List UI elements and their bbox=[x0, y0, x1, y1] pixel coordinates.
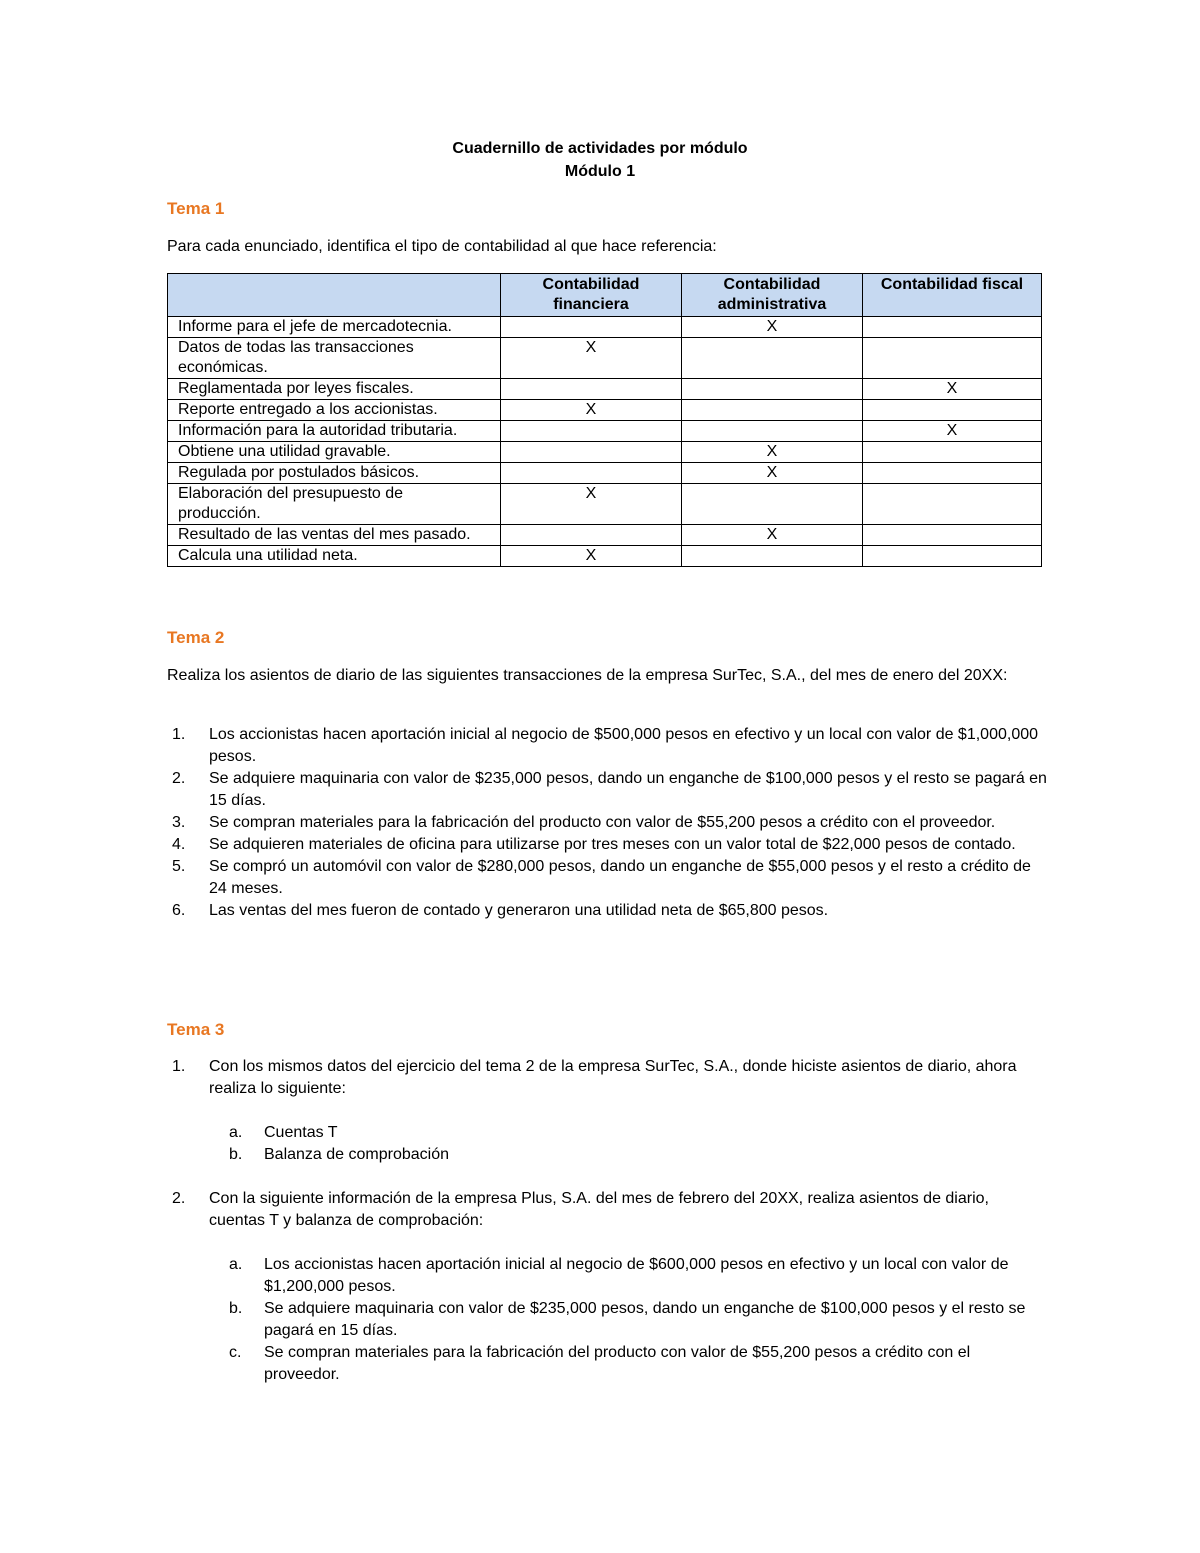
table-header-row bbox=[168, 274, 1042, 317]
table-row bbox=[168, 484, 1042, 525]
table-header-financiera: Contabilidad financiera bbox=[501, 274, 682, 317]
list-item bbox=[167, 856, 1047, 900]
statement-cell: Información para la autoridad tributaria. bbox=[168, 421, 501, 442]
document-subtitle: Módulo 1 bbox=[564, 163, 636, 180]
list-item bbox=[167, 724, 1047, 768]
list-item-text: Se compran materiales para la fabricación del producto con valor de $55,200 pesos a crédito con el proveedor. bbox=[209, 814, 996, 831]
list-item-text: Las ventas del mes fueron de contado y generaron una utilidad neta de $65,800 pesos. bbox=[209, 902, 829, 919]
sub-item-text: Balanza de comprobación bbox=[264, 1146, 450, 1163]
financiera-cell: X bbox=[501, 338, 682, 379]
sub-item-text: Los accionistas hacen aportación inicial al negocio de $600,000 pesos en efectivo y un local con valor de $1,200,000 pesos. bbox=[264, 1256, 1009, 1295]
sub-list-item bbox=[167, 1298, 1047, 1342]
list-item-number: 4. bbox=[172, 836, 186, 853]
list-item bbox=[167, 1188, 1047, 1232]
administrativa-cell: X bbox=[682, 463, 863, 484]
table-row bbox=[168, 525, 1042, 546]
statement-cell: Resultado de las ventas del mes pasado. bbox=[168, 525, 501, 546]
sub-item-text: Se adquiere maquinaria con valor de $235,000 pesos, dando un enganche de $100,000 pesos y el resto se pagará en 15 días. bbox=[264, 1300, 1026, 1339]
administrativa-cell: X bbox=[682, 317, 863, 338]
list-item-number: 1. bbox=[172, 1058, 186, 1075]
financiera-cell bbox=[501, 525, 682, 546]
fiscal-cell bbox=[863, 484, 1042, 525]
table-row bbox=[168, 400, 1042, 421]
sub-item-text: Cuentas T bbox=[264, 1124, 338, 1141]
fiscal-cell bbox=[863, 525, 1042, 546]
administrativa-cell bbox=[682, 546, 863, 567]
statement-cell: Reglamentada por leyes fiscales. bbox=[168, 379, 501, 400]
statement-cell: Obtiene una utilidad gravable. bbox=[168, 442, 501, 463]
list-item-text: Se compró un automóvil con valor de $280,000 pesos, dando un enganche de $55,000 pesos y el resto a crédito de 24 meses. bbox=[209, 858, 1031, 897]
statement-cell: Datos de todas las transacciones económicas. bbox=[168, 338, 501, 379]
list-item-text: Los accionistas hacen aportación inicial al negocio de $500,000 pesos en efectivo y un local con valor de $1,000,000 pesos. bbox=[209, 726, 1039, 765]
financiera-cell bbox=[501, 379, 682, 400]
tema3-list bbox=[167, 1056, 1047, 1386]
list-item-number: 1. bbox=[172, 726, 186, 743]
table-header-fiscal: Contabilidad fiscal bbox=[863, 274, 1042, 317]
list-item-number: 5. bbox=[172, 858, 186, 875]
document-title: Cuadernillo de actividades por módulo bbox=[452, 140, 748, 157]
tema2-heading: Tema 2 bbox=[167, 628, 225, 647]
table-header-empty bbox=[168, 274, 501, 317]
financiera-cell bbox=[501, 317, 682, 338]
table-row bbox=[168, 442, 1042, 463]
fiscal-cell bbox=[863, 338, 1042, 379]
administrativa-cell bbox=[682, 379, 863, 400]
sub-item-letter: c. bbox=[229, 1344, 242, 1361]
administrativa-cell bbox=[682, 421, 863, 442]
list-item-text: Con la siguiente información de la empresa Plus, S.A. del mes de febrero del 20XX, realiza asientos de diario, cuentas T y balanza de comprobación: bbox=[209, 1190, 989, 1229]
financiera-cell: X bbox=[501, 546, 682, 567]
sub-item-letter: b. bbox=[229, 1300, 243, 1317]
sub-item-letter: a. bbox=[229, 1124, 243, 1141]
administrativa-cell bbox=[682, 400, 863, 421]
list-item-number: 2. bbox=[172, 1190, 186, 1207]
fiscal-cell bbox=[863, 442, 1042, 463]
tema1-heading: Tema 1 bbox=[167, 199, 225, 218]
list-item-number: 3. bbox=[172, 814, 186, 831]
fiscal-cell: X bbox=[863, 421, 1042, 442]
table-row bbox=[168, 546, 1042, 567]
list-item bbox=[167, 1056, 1047, 1100]
statement-cell: Calcula una utilidad neta. bbox=[168, 546, 501, 567]
administrativa-cell: X bbox=[682, 525, 863, 546]
financiera-cell bbox=[501, 463, 682, 484]
list-item-text: Con los mismos datos del ejercicio del tema 2 de la empresa SurTec, S.A., donde hiciste asientos de diario, ahora realiza lo siguiente: bbox=[209, 1058, 1017, 1097]
list-item-text: Se adquiere maquinaria con valor de $235,000 pesos, dando un enganche de $100,000 pesos y el resto se pagará en 15 días. bbox=[209, 770, 1047, 809]
list-item bbox=[167, 900, 1047, 922]
financiera-cell: X bbox=[501, 400, 682, 421]
sub-list-item bbox=[167, 1122, 1047, 1144]
tema2-transactions-list bbox=[167, 724, 1047, 922]
list-item-text: Se adquieren materiales de oficina para utilizarse por tres meses con un valor total de $22,000 pesos de contado. bbox=[209, 836, 1016, 853]
administrativa-cell bbox=[682, 338, 863, 379]
table-row bbox=[168, 317, 1042, 338]
financiera-cell bbox=[501, 442, 682, 463]
tema1-instruction: Para cada enunciado, identifica el tipo de contabilidad al que hace referencia: bbox=[167, 238, 717, 255]
sub-list-item bbox=[167, 1342, 1047, 1386]
table-row bbox=[168, 463, 1042, 484]
list-item-number: 2. bbox=[172, 770, 186, 787]
statement-cell: Regulada por postulados básicos. bbox=[168, 463, 501, 484]
list-item bbox=[167, 812, 1047, 834]
table-row bbox=[168, 421, 1042, 442]
fiscal-cell bbox=[863, 463, 1042, 484]
table-row bbox=[168, 338, 1042, 379]
sub-item-letter: b. bbox=[229, 1146, 243, 1163]
administrativa-cell bbox=[682, 484, 863, 525]
table-row bbox=[168, 379, 1042, 400]
statement-cell: Reporte entregado a los accionistas. bbox=[168, 400, 501, 421]
administrativa-cell: X bbox=[682, 442, 863, 463]
list-item bbox=[167, 834, 1047, 856]
list-item-number: 6. bbox=[172, 902, 186, 919]
financiera-cell: X bbox=[501, 484, 682, 525]
table-header-administrativa: Contabilidad administrativa bbox=[682, 274, 863, 317]
fiscal-cell bbox=[863, 546, 1042, 567]
accounting-type-table bbox=[167, 273, 1042, 567]
sub-list-item bbox=[167, 1254, 1047, 1298]
fiscal-cell bbox=[863, 400, 1042, 421]
list-item bbox=[167, 768, 1047, 812]
statement-cell: Informe para el jefe de mercadotecnia. bbox=[168, 317, 501, 338]
sub-item-letter: a. bbox=[229, 1256, 243, 1273]
fiscal-cell bbox=[863, 317, 1042, 338]
sub-item-text: Se compran materiales para la fabricación del producto con valor de $55,200 pesos a crédito con el proveedor. bbox=[264, 1344, 971, 1383]
financiera-cell bbox=[501, 421, 682, 442]
sub-list-item bbox=[167, 1144, 1047, 1166]
tema3-heading: Tema 3 bbox=[167, 1020, 225, 1039]
tema2-intro: Realiza los asientos de diario de las siguientes transacciones de la empresa SurTec, S.A., del mes de enero del 20XX: bbox=[167, 667, 1008, 684]
statement-cell: Elaboración del presupuesto de producción. bbox=[168, 484, 501, 525]
fiscal-cell: X bbox=[863, 379, 1042, 400]
